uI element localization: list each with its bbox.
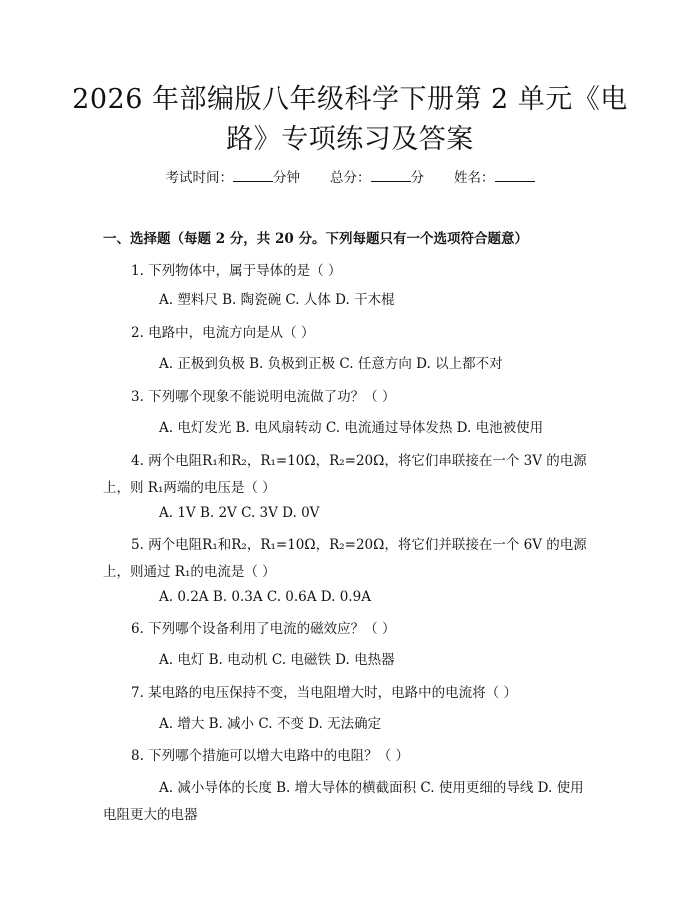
score-blank <box>371 169 411 182</box>
question-7: 7. 某电路的电压保持不变，当电阻增大时，电路中的电流将（ ） <box>131 685 517 701</box>
question-4: 4. 两个电阻R₁和R₂，R₁=10Ω，R₂=20Ω，将它们串联接在一个 3V 的电源上，则 R₁两端的电压是（ ） <box>103 453 587 496</box>
section-heading: 一、选择题（每题 2 分，共 20 分。下列每题只有一个选项符合题意） <box>103 231 528 247</box>
question-5: 5. 两个电阻R₁和R₂，R₁=10Ω，R₂=20Ω，将它们并联接在一个 6V 的电源上，则通过 R₁的电流是（ ） <box>103 537 587 580</box>
question-7-options: A. 增大 B. 减小 C. 不变 D. 无法确定 <box>159 716 382 732</box>
question-3-options: A. 电灯发光 B. 电风扇转动 C. 电流通过导体发热 D. 电池被使用 <box>159 420 544 436</box>
score-unit: 分 <box>410 170 424 186</box>
question-5-options: A. 0.2A B. 0.3A C. 0.6A D. 0.9A <box>159 589 371 605</box>
document-title: 2026 年部编版八年级科学下册第 2 单元《电路》专项练习及答案 <box>72 84 628 155</box>
question-1: 1. 下列物体中，属于导体的是（ ） <box>131 263 342 279</box>
time-blank <box>233 169 273 182</box>
question-6-options: A. 电灯 B. 电动机 C. 电磁铁 D. 电热器 <box>159 652 395 668</box>
question-4-options: A. 1V B. 2V C. 3V D. 0V <box>159 505 320 521</box>
question-2: 2. 电路中，电流方向是从（ ） <box>131 325 315 341</box>
question-6: 6. 下列哪个设备利用了电流的磁效应？（ ） <box>131 621 396 637</box>
question-8-options: A. 减小导体的长度 B. 增大导体的横截面积 C. 使用更细的导线 D. 使用电阻更大的电器 <box>103 780 584 823</box>
question-8: 8. 下列哪个措施可以增大电路中的电阻？（ ） <box>131 748 409 764</box>
time-unit: 分钟 <box>272 170 300 186</box>
score-label: 总分： <box>330 170 371 186</box>
time-label: 考试时间： <box>165 170 233 186</box>
exam-meta-line <box>0 168 700 188</box>
question-3: 3. 下列哪个现象不能说明电流做了功？（ ） <box>131 389 396 405</box>
name-blank <box>495 169 535 182</box>
name-label: 姓名： <box>454 170 495 186</box>
question-1-options: A. 塑料尺 B. 陶瓷碗 C. 人体 D. 干木棍 <box>159 292 395 308</box>
question-2-options: A. 正极到负极 B. 负极到正极 C. 任意方向 D. 以上都不对 <box>159 356 503 372</box>
